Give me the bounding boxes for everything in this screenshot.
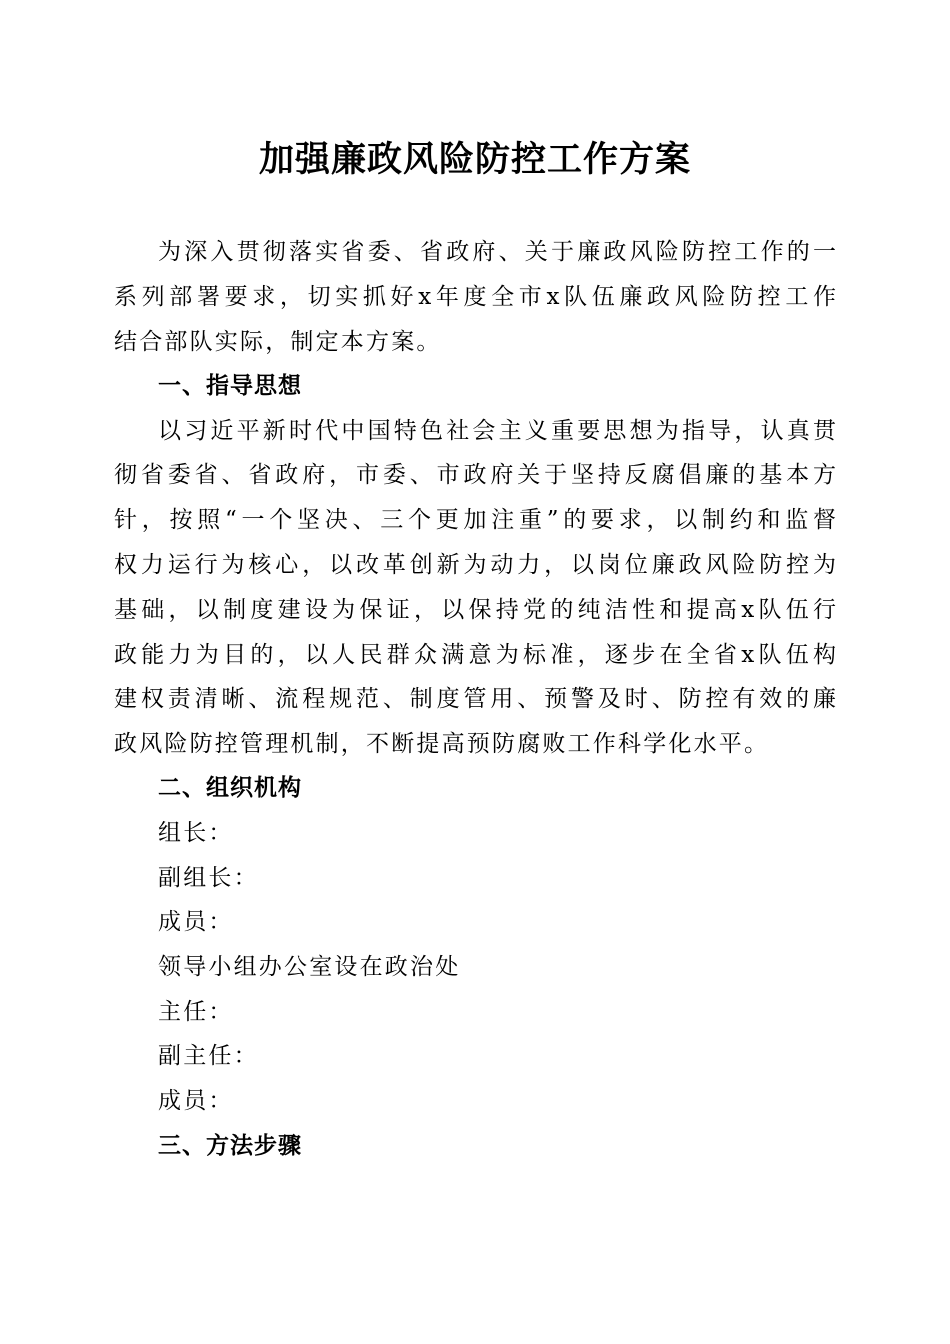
org-line-members: 成员：	[158, 909, 234, 935]
section1-line: 彻省委省、省政府，市委、市政府关于坚持反腐倡廉的基本方	[114, 462, 836, 488]
section1-line: 政能力为目的，以人民群众满意为标准，逐步在全省x队伍构	[114, 642, 836, 668]
org-line-leader: 组长：	[158, 820, 234, 846]
org-line-deputy-director: 副主任：	[158, 1043, 259, 1069]
section-heading-guiding-ideology: 一、指导思想	[158, 373, 302, 399]
org-line-office: 领导小组办公室设在政治处	[158, 954, 461, 980]
intro-line: 系列部署要求，切实抓好x年度全市x队伍廉政风险防控工作	[114, 284, 836, 310]
section1-line: 针，按照“一个坚决、三个更加注重”的要求，以制约和监督	[114, 507, 836, 533]
org-line-deputy-leader: 副组长：	[158, 865, 259, 891]
section-heading-organization: 二、组织机构	[158, 775, 302, 801]
section1-line: 建权责清晰、流程规范、制度管用、预警及时、防控有效的廉	[114, 686, 836, 712]
section-heading-methods-steps: 三、方法步骤	[158, 1133, 302, 1159]
org-line-office-members: 成员：	[158, 1088, 234, 1114]
intro-line: 结合部队实际，制定本方案。	[114, 329, 442, 355]
section1-line: 政风险防控管理机制，不断提高预防腐败工作科学化水平。	[114, 731, 770, 757]
intro-line: 为深入贯彻落实省委、省政府、关于廉政风险防控工作的一	[158, 239, 836, 265]
section1-line: 基础，以制度建设为保证，以保持党的纯洁性和提高x队伍行	[114, 597, 836, 623]
section1-line: 以习近平新时代中国特色社会主义重要思想为指导，认真贯	[158, 418, 836, 444]
section1-line: 权力运行为核心，以改革创新为动力，以岗位廉政风险防控为	[114, 552, 836, 578]
document-title: 加强廉政风险防控工作方案	[258, 139, 691, 180]
org-line-director: 主任：	[158, 999, 234, 1025]
